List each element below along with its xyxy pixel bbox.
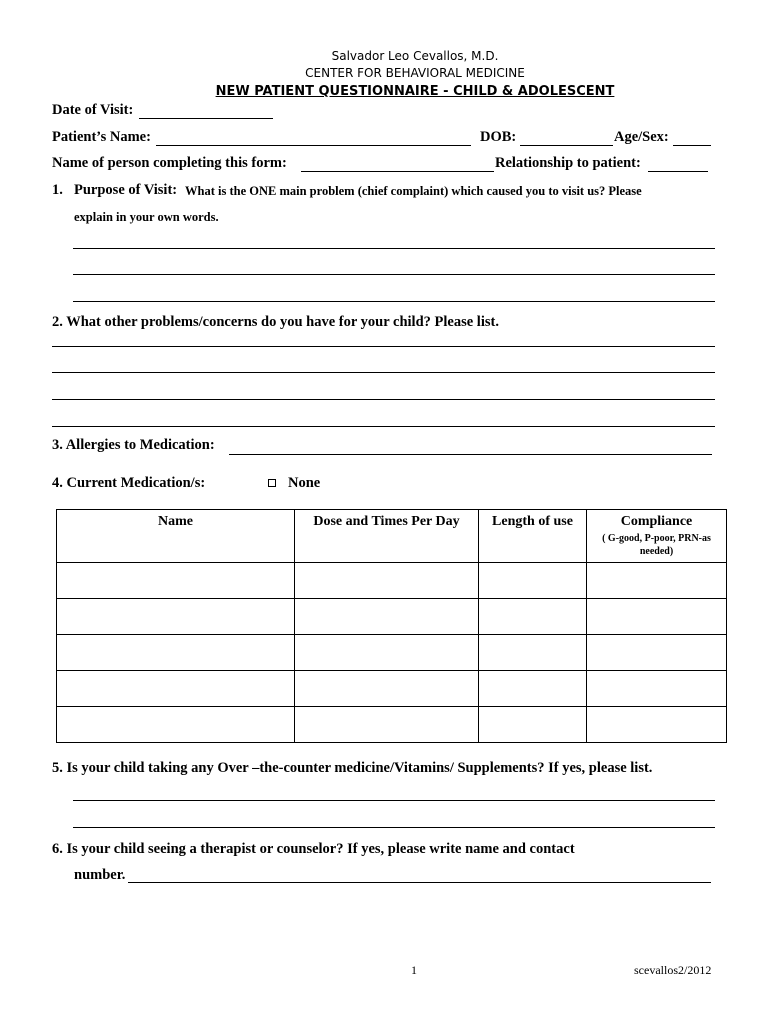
q4-text: 4. Current Medication/s: <box>52 475 206 491</box>
med-name-cell[interactable] <box>57 563 295 599</box>
med-dose-cell[interactable] <box>295 563 479 599</box>
q2-answer-line[interactable] <box>52 399 715 400</box>
med-length-cell[interactable] <box>479 599 587 635</box>
q2-text: 2. What other problems/concerns do you have for your child? Please list. <box>52 314 499 330</box>
table-row <box>57 599 727 635</box>
med-name-cell[interactable] <box>57 707 295 743</box>
compliance-note: ( G-good, P-poor, PRN-as needed) <box>602 533 711 557</box>
medication-table <box>56 509 727 743</box>
q1-number: 1. <box>52 182 63 198</box>
q5-text: 5. Is your child taking any Over –the-counter medicine/Vitamins/ Supplements? If yes, please list. <box>52 760 653 776</box>
med-dose-cell[interactable] <box>295 707 479 743</box>
therapist-field[interactable] <box>128 882 711 883</box>
q3-text: 3. Allergies to Medication: <box>52 437 215 453</box>
completer-field[interactable] <box>301 171 494 172</box>
medication-table-header <box>57 510 727 563</box>
none-label: None <box>288 475 321 491</box>
table-row <box>57 671 727 707</box>
med-compliance-cell[interactable] <box>587 707 727 743</box>
none-checkbox[interactable] <box>268 479 276 487</box>
q5-answer-line[interactable] <box>73 827 715 828</box>
dob-field[interactable] <box>520 145 613 146</box>
med-length-cell[interactable] <box>479 635 587 671</box>
age-sex-label: Age/Sex: <box>614 129 669 145</box>
dob-label: DOB: <box>480 129 517 145</box>
table-row <box>57 635 727 671</box>
q1-text: What is the ONE main problem (chief complaint) which caused you to visit us? Please <box>185 184 642 198</box>
q6-text: 6. Is your child seeing a therapist or counselor? If yes, please write name and contact <box>52 841 575 857</box>
q5-answer-line[interactable] <box>73 800 715 801</box>
relationship-field[interactable] <box>648 171 708 172</box>
col-header-compliance <box>587 510 727 563</box>
col-header-name: Name <box>57 510 295 563</box>
table-row <box>57 707 727 743</box>
form-code: scevallos2/2012 <box>634 963 712 977</box>
allergies-field[interactable] <box>229 454 712 455</box>
patient-name-label: Patient’s Name: <box>52 129 151 145</box>
page-number: 1 <box>411 963 417 977</box>
med-compliance-cell[interactable] <box>587 563 727 599</box>
col-header-length: Length of use <box>479 510 587 563</box>
table-row <box>57 563 727 599</box>
q2-answer-line[interactable] <box>52 372 715 373</box>
q2-answer-line[interactable] <box>52 346 715 347</box>
q1-answer-line[interactable] <box>73 301 715 302</box>
col-header-dose: Dose and Times Per Day <box>295 510 479 563</box>
q1-answer-line[interactable] <box>73 274 715 275</box>
patient-name-field[interactable] <box>156 145 471 146</box>
q2-answer-line[interactable] <box>52 426 715 427</box>
date-of-visit-label: Date of Visit: <box>52 102 134 118</box>
doctor-name: Salvador Leo Cevallos, M.D. <box>331 49 499 63</box>
q1-text-cont: explain in your own words. <box>74 210 219 224</box>
form-title: NEW PATIENT QUESTIONNAIRE - CHILD & ADOLESCENT <box>215 84 615 99</box>
med-compliance-cell[interactable] <box>587 635 727 671</box>
med-length-cell[interactable] <box>479 563 587 599</box>
med-length-cell[interactable] <box>479 671 587 707</box>
compliance-label: Compliance <box>620 514 693 529</box>
q1-answer-line[interactable] <box>73 248 715 249</box>
med-compliance-cell[interactable] <box>587 599 727 635</box>
q1-label: Purpose of Visit: <box>74 182 178 198</box>
age-sex-field[interactable] <box>673 145 711 146</box>
med-dose-cell[interactable] <box>295 635 479 671</box>
completer-label: Name of person completing this form: <box>52 155 287 171</box>
med-name-cell[interactable] <box>57 599 295 635</box>
date-of-visit-field[interactable] <box>139 118 273 119</box>
relationship-label: Relationship to patient: <box>495 155 641 171</box>
med-compliance-cell[interactable] <box>587 671 727 707</box>
med-name-cell[interactable] <box>57 671 295 707</box>
center-name: CENTER FOR BEHAVIORAL MEDICINE <box>305 66 525 80</box>
med-dose-cell[interactable] <box>295 599 479 635</box>
med-length-cell[interactable] <box>479 707 587 743</box>
q6-text-cont: number. <box>74 867 126 883</box>
med-dose-cell[interactable] <box>295 671 479 707</box>
med-name-cell[interactable] <box>57 635 295 671</box>
